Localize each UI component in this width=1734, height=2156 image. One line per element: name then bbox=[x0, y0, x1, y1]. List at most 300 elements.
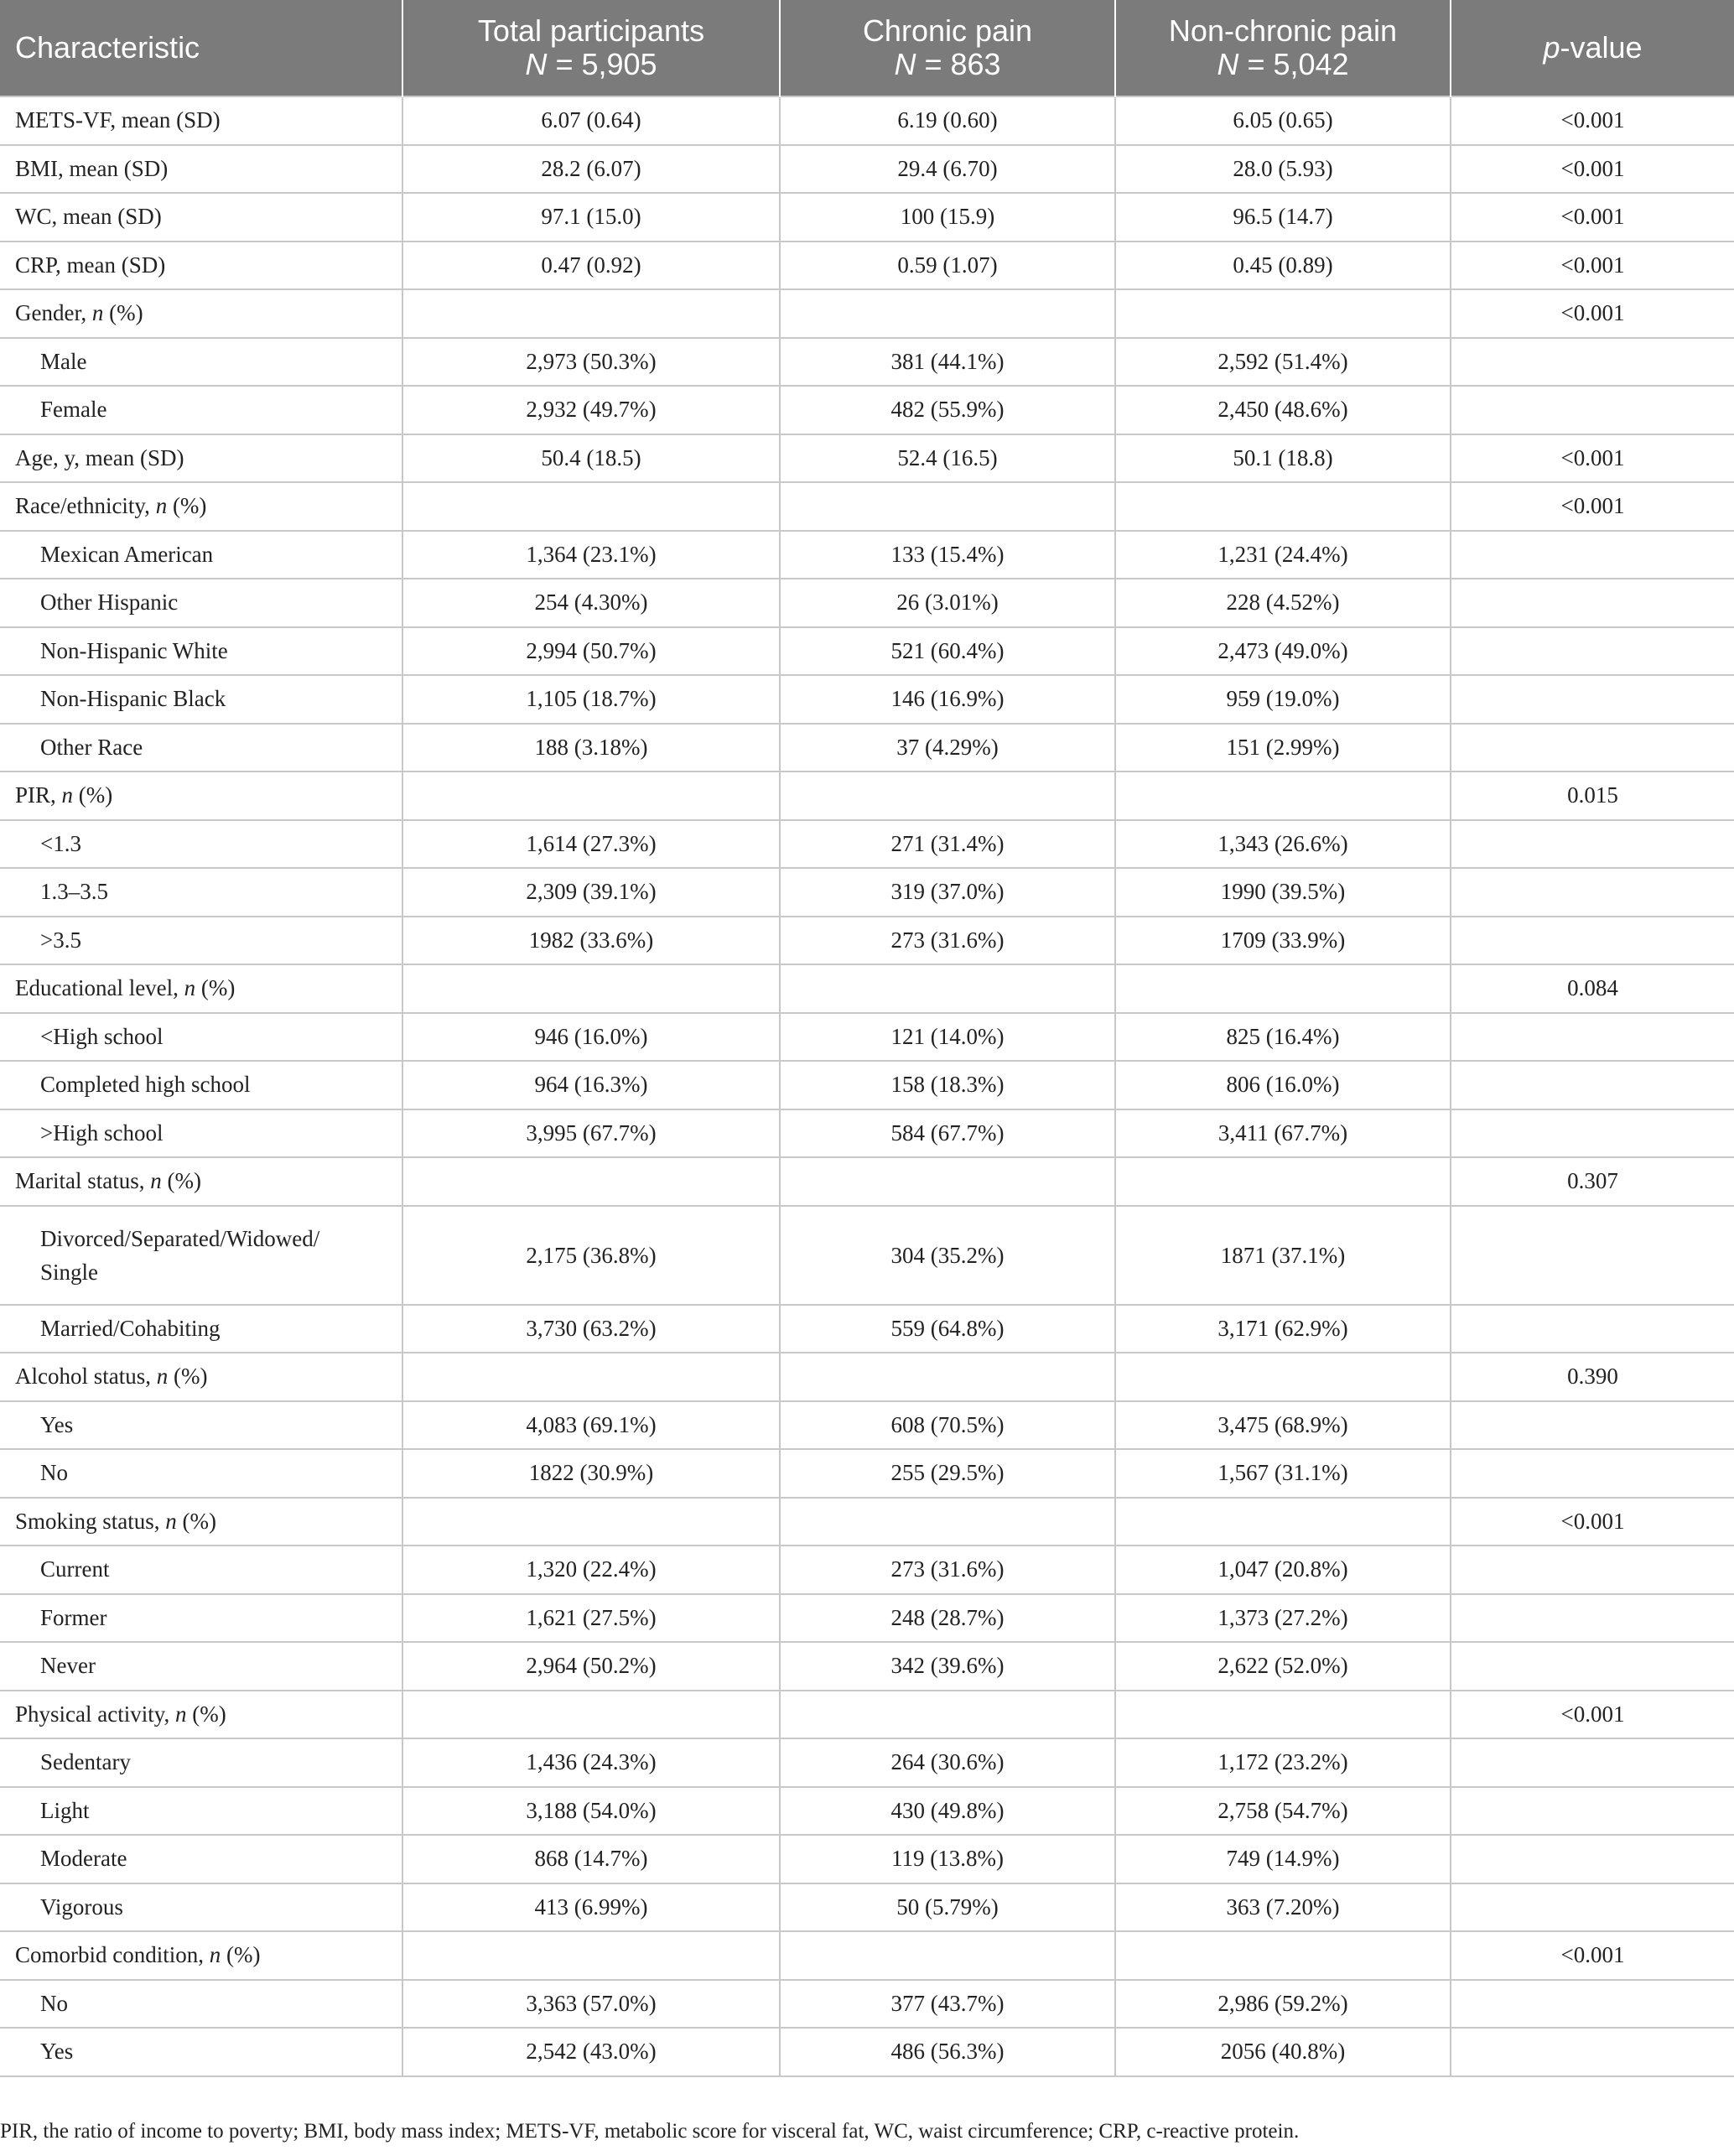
cell-nonchronic: 825 (16.4%) bbox=[1115, 1013, 1451, 1062]
header-chronic-label: Chronic pain bbox=[862, 13, 1033, 48]
cell-total: 1982 (33.6%) bbox=[402, 917, 780, 965]
table-row bbox=[0, 1401, 1734, 1450]
characteristic-label: WC, mean (SD) bbox=[15, 204, 162, 230]
cell-characteristic bbox=[0, 1883, 402, 1932]
cell-nonchronic bbox=[1115, 1157, 1451, 1206]
cell-p-value bbox=[1451, 1883, 1734, 1932]
characteristic-label: Female bbox=[40, 397, 107, 423]
characteristic-label: Age, y, mean (SD) bbox=[15, 444, 184, 470]
cell-total bbox=[402, 482, 780, 531]
cell-total bbox=[402, 771, 780, 820]
characteristic-label: METS-VF, mean (SD) bbox=[15, 107, 221, 133]
cell-characteristic bbox=[0, 1931, 402, 1980]
cell-p-value bbox=[1451, 1835, 1734, 1883]
characteristic-label: Light bbox=[40, 1797, 90, 1823]
cell-nonchronic bbox=[1115, 771, 1451, 820]
cell-total: 3,730 (63.2%) bbox=[402, 1305, 780, 1353]
cell-total: 1,436 (24.3%) bbox=[402, 1738, 780, 1787]
cell-p-value: 0.307 bbox=[1451, 1157, 1734, 1206]
cell-nonchronic: 3,475 (68.9%) bbox=[1115, 1401, 1451, 1450]
characteristic-n-symbol: n bbox=[150, 1168, 162, 1194]
cell-characteristic bbox=[0, 627, 402, 676]
cell-chronic bbox=[780, 771, 1115, 820]
characteristic-label: 1.3–3.5 bbox=[40, 879, 108, 905]
table-row bbox=[0, 868, 1734, 917]
characteristic-label: Physical activity, bbox=[15, 1701, 170, 1727]
cell-chronic bbox=[780, 1691, 1115, 1739]
header-nonchronic-n-symbol: N bbox=[1217, 47, 1239, 81]
cell-chronic: 271 (31.4%) bbox=[780, 820, 1115, 869]
cell-p-value bbox=[1451, 1787, 1734, 1836]
table-row bbox=[0, 1013, 1734, 1062]
table-row bbox=[0, 482, 1734, 531]
cell-characteristic bbox=[0, 242, 402, 290]
characteristic-n-symbol: n bbox=[174, 1701, 187, 1727]
cell-total: 97.1 (15.0) bbox=[402, 193, 780, 242]
cell-total: 1,614 (27.3%) bbox=[402, 820, 780, 869]
characteristic-label: Vigorous bbox=[40, 1894, 123, 1920]
characteristic-label: >High school bbox=[40, 1120, 164, 1146]
cell-characteristic bbox=[0, 917, 402, 965]
cell-nonchronic: 1,047 (20.8%) bbox=[1115, 1546, 1451, 1594]
cell-total: 254 (4.30%) bbox=[402, 579, 780, 627]
cell-chronic: 273 (31.6%) bbox=[780, 1546, 1115, 1594]
cell-characteristic bbox=[0, 1109, 402, 1158]
cell-chronic: 50 (5.79%) bbox=[780, 1883, 1115, 1932]
cell-total: 413 (6.99%) bbox=[402, 1883, 780, 1932]
cell-characteristic bbox=[0, 1061, 402, 1109]
header-chronic bbox=[780, 0, 1115, 96]
cell-chronic: 264 (30.6%) bbox=[780, 1738, 1115, 1787]
cell-p-value: 0.015 bbox=[1451, 771, 1734, 820]
cell-p-value: <0.001 bbox=[1451, 242, 1734, 290]
cell-chronic: 381 (44.1%) bbox=[780, 338, 1115, 387]
cell-characteristic bbox=[0, 579, 402, 627]
cell-characteristic bbox=[0, 1546, 402, 1594]
characteristic-label: Current bbox=[40, 1556, 110, 1582]
cell-total: 2,994 (50.7%) bbox=[402, 627, 780, 676]
cell-nonchronic: 2,758 (54.7%) bbox=[1115, 1787, 1451, 1836]
characteristic-label: No bbox=[40, 1460, 68, 1486]
cell-p-value bbox=[1451, 1305, 1734, 1353]
cell-chronic: 273 (31.6%) bbox=[780, 917, 1115, 965]
cell-chronic: 121 (14.0%) bbox=[780, 1013, 1115, 1062]
cell-characteristic bbox=[0, 145, 402, 194]
table-row bbox=[0, 1787, 1734, 1836]
cell-characteristic bbox=[0, 193, 402, 242]
cell-total: 1,621 (27.5%) bbox=[402, 1594, 780, 1643]
table-row bbox=[0, 820, 1734, 869]
characteristic-label: Marital status, bbox=[15, 1168, 145, 1194]
cell-nonchronic: 1,231 (24.4%) bbox=[1115, 531, 1451, 579]
characteristic-label: PIR, bbox=[15, 782, 56, 808]
characteristic-label: No bbox=[40, 1990, 68, 2016]
table-row bbox=[0, 1835, 1734, 1883]
table-row bbox=[0, 531, 1734, 579]
cell-nonchronic: 959 (19.0%) bbox=[1115, 675, 1451, 724]
cell-total: 6.07 (0.64) bbox=[402, 96, 780, 145]
characteristic-label: Non-Hispanic White bbox=[40, 637, 228, 663]
cell-chronic: 608 (70.5%) bbox=[780, 1401, 1115, 1450]
cell-total: 2,309 (39.1%) bbox=[402, 868, 780, 917]
cell-characteristic bbox=[0, 820, 402, 869]
characteristic-unit: (%) bbox=[200, 975, 236, 1001]
cell-total: 868 (14.7%) bbox=[402, 1835, 780, 1883]
cell-nonchronic: 749 (14.9%) bbox=[1115, 1835, 1451, 1883]
cell-p-value: <0.001 bbox=[1451, 482, 1734, 531]
cell-characteristic bbox=[0, 1980, 402, 2029]
table-row bbox=[0, 386, 1734, 434]
characteristic-label: Yes bbox=[40, 2039, 74, 2065]
cell-chronic: 100 (15.9) bbox=[780, 193, 1115, 242]
cell-total: 0.47 (0.92) bbox=[402, 242, 780, 290]
cell-p-value bbox=[1451, 2028, 1734, 2076]
cell-characteristic bbox=[0, 724, 402, 772]
cell-characteristic bbox=[0, 1401, 402, 1450]
header-nonchronic-n bbox=[1131, 48, 1435, 81]
characteristic-n-symbol: n bbox=[61, 782, 74, 808]
cell-characteristic bbox=[0, 1449, 402, 1498]
cell-p-value: <0.001 bbox=[1451, 1931, 1734, 1980]
table-row bbox=[0, 1109, 1734, 1158]
characteristic-unit: (%) bbox=[167, 1168, 201, 1194]
cell-p-value: <0.001 bbox=[1451, 145, 1734, 194]
characteristic-unit: (%) bbox=[109, 300, 143, 326]
cell-chronic: 377 (43.7%) bbox=[780, 1980, 1115, 2029]
table-row bbox=[0, 193, 1734, 242]
cell-total: 1,364 (23.1%) bbox=[402, 531, 780, 579]
cell-chronic: 52.4 (16.5) bbox=[780, 434, 1115, 483]
cell-total: 1,320 (22.4%) bbox=[402, 1546, 780, 1594]
cell-nonchronic: 1871 (37.1%) bbox=[1115, 1206, 1451, 1305]
cell-p-value: 0.084 bbox=[1451, 964, 1734, 1013]
cell-p-value bbox=[1451, 820, 1734, 869]
cell-nonchronic: 2,986 (59.2%) bbox=[1115, 1980, 1451, 2029]
cell-nonchronic: 228 (4.52%) bbox=[1115, 579, 1451, 627]
characteristic-label: Married/Cohabiting bbox=[40, 1315, 221, 1341]
cell-total bbox=[402, 964, 780, 1013]
characteristic-label: <1.3 bbox=[40, 830, 81, 856]
characteristic-label: Divorced/Separated/Widowed/ bbox=[40, 1225, 320, 1251]
cell-characteristic bbox=[0, 386, 402, 434]
characteristic-label: Sedentary bbox=[40, 1749, 131, 1775]
table-footnote: PIR, the ratio of income to poverty; BMI, body mass index; METS-VF, metabolic score for visceral fat, WC, waist circumference; CRP, c-reactive protein. bbox=[0, 2120, 1300, 2143]
table-row bbox=[0, 579, 1734, 627]
table-row bbox=[0, 1449, 1734, 1498]
cell-total: 3,995 (67.7%) bbox=[402, 1109, 780, 1158]
table-row bbox=[0, 1157, 1734, 1206]
cell-total bbox=[402, 1691, 780, 1739]
header-row bbox=[0, 0, 1734, 96]
cell-chronic: 6.19 (0.60) bbox=[780, 96, 1115, 145]
cell-p-value bbox=[1451, 868, 1734, 917]
cell-chronic bbox=[780, 1353, 1115, 1401]
characteristic-label: Educational level, bbox=[15, 975, 179, 1001]
cell-characteristic bbox=[0, 1498, 402, 1546]
cell-chronic: 521 (60.4%) bbox=[780, 627, 1115, 676]
cell-characteristic bbox=[0, 1305, 402, 1353]
table-header bbox=[0, 0, 1734, 96]
cell-nonchronic: 363 (7.20%) bbox=[1115, 1883, 1451, 1932]
characteristic-label: CRP, mean (SD) bbox=[15, 252, 166, 278]
cell-total bbox=[402, 289, 780, 338]
characteristic-label: Mexican American bbox=[40, 541, 214, 567]
cell-characteristic bbox=[0, 1691, 402, 1739]
table-row bbox=[0, 242, 1734, 290]
cell-total: 964 (16.3%) bbox=[402, 1061, 780, 1109]
header-nonchronic bbox=[1115, 0, 1451, 96]
cell-chronic: 37 (4.29%) bbox=[780, 724, 1115, 772]
cell-p-value bbox=[1451, 338, 1734, 387]
table-row bbox=[0, 96, 1734, 145]
cell-nonchronic bbox=[1115, 964, 1451, 1013]
cell-chronic: 0.59 (1.07) bbox=[780, 242, 1115, 290]
cell-p-value bbox=[1451, 531, 1734, 579]
cell-p-value: <0.001 bbox=[1451, 193, 1734, 242]
cell-nonchronic: 2,622 (52.0%) bbox=[1115, 1642, 1451, 1691]
header-characteristic: Characteristic bbox=[0, 0, 402, 96]
characteristic-label: Alcohol status, bbox=[15, 1364, 151, 1390]
cell-chronic: 342 (39.6%) bbox=[780, 1642, 1115, 1691]
table-row bbox=[0, 338, 1734, 387]
cell-chronic: 319 (37.0%) bbox=[780, 868, 1115, 917]
cell-nonchronic: 1,172 (23.2%) bbox=[1115, 1738, 1451, 1787]
cell-p-value bbox=[1451, 917, 1734, 965]
cell-nonchronic: 96.5 (14.7) bbox=[1115, 193, 1451, 242]
table-row bbox=[0, 1691, 1734, 1739]
cell-chronic: 255 (29.5%) bbox=[780, 1449, 1115, 1498]
table-row bbox=[0, 917, 1734, 965]
header-p-value bbox=[1451, 0, 1734, 96]
cell-p-value bbox=[1451, 1061, 1734, 1109]
header-chronic-n-symbol: N bbox=[894, 47, 916, 81]
cell-p-value bbox=[1451, 1738, 1734, 1787]
characteristic-label: BMI, mean (SD) bbox=[15, 155, 169, 181]
characteristic-unit: (%) bbox=[226, 1942, 261, 1968]
cell-nonchronic: 0.45 (0.89) bbox=[1115, 242, 1451, 290]
cell-chronic: 158 (18.3%) bbox=[780, 1061, 1115, 1109]
table-row bbox=[0, 675, 1734, 724]
characteristic-label: Smoking status, bbox=[15, 1508, 160, 1534]
cell-nonchronic: 3,411 (67.7%) bbox=[1115, 1109, 1451, 1158]
cell-nonchronic: 2,473 (49.0%) bbox=[1115, 627, 1451, 676]
cell-characteristic bbox=[0, 771, 402, 820]
table-row bbox=[0, 771, 1734, 820]
characteristic-label: >3.5 bbox=[40, 927, 81, 953]
cell-nonchronic: 50.1 (18.8) bbox=[1115, 434, 1451, 483]
cell-p-value bbox=[1451, 579, 1734, 627]
table-row bbox=[0, 2028, 1734, 2076]
cell-total: 188 (3.18%) bbox=[402, 724, 780, 772]
characteristic-n-symbol: n bbox=[209, 1942, 221, 1968]
cell-total: 2,973 (50.3%) bbox=[402, 338, 780, 387]
cell-characteristic bbox=[0, 1013, 402, 1062]
cell-total: 3,188 (54.0%) bbox=[402, 1787, 780, 1836]
cell-nonchronic: 28.0 (5.93) bbox=[1115, 145, 1451, 194]
cell-total: 2,175 (36.8%) bbox=[402, 1206, 780, 1305]
cell-p-value bbox=[1451, 1109, 1734, 1158]
cell-total bbox=[402, 1353, 780, 1401]
cell-nonchronic: 1990 (39.5%) bbox=[1115, 868, 1451, 917]
characteristic-label-line2: Single bbox=[40, 1259, 99, 1285]
cell-chronic: 26 (3.01%) bbox=[780, 579, 1115, 627]
characteristic-label: Other Race bbox=[40, 734, 143, 760]
cell-total: 2,932 (49.7%) bbox=[402, 386, 780, 434]
cell-chronic: 482 (55.9%) bbox=[780, 386, 1115, 434]
cell-nonchronic bbox=[1115, 1691, 1451, 1739]
header-total-n bbox=[418, 48, 764, 81]
cell-characteristic bbox=[0, 1787, 402, 1836]
cell-characteristic bbox=[0, 1206, 402, 1305]
header-nonchronic-n-value: = 5,042 bbox=[1247, 47, 1349, 81]
table-row bbox=[0, 1980, 1734, 2029]
cell-characteristic bbox=[0, 1835, 402, 1883]
cell-chronic bbox=[780, 1157, 1115, 1206]
table-row bbox=[0, 434, 1734, 483]
cell-characteristic bbox=[0, 1157, 402, 1206]
cell-nonchronic: 806 (16.0%) bbox=[1115, 1061, 1451, 1109]
cell-nonchronic bbox=[1115, 1931, 1451, 1980]
cell-nonchronic bbox=[1115, 482, 1451, 531]
characteristic-n-symbol: n bbox=[91, 300, 104, 326]
table-row bbox=[0, 1546, 1734, 1594]
table-row bbox=[0, 1061, 1734, 1109]
characteristic-label: Completed high school bbox=[40, 1072, 251, 1098]
characteristic-label: Comorbid condition, bbox=[15, 1942, 204, 1968]
cell-characteristic bbox=[0, 289, 402, 338]
cell-characteristic bbox=[0, 434, 402, 483]
cell-characteristic bbox=[0, 964, 402, 1013]
header-p-symbol: p bbox=[1543, 30, 1560, 65]
table-row bbox=[0, 1931, 1734, 1980]
cell-chronic bbox=[780, 289, 1115, 338]
cell-p-value bbox=[1451, 627, 1734, 676]
header-chronic-n-value: = 863 bbox=[924, 47, 1001, 81]
cell-p-value bbox=[1451, 1449, 1734, 1498]
table-row bbox=[0, 1353, 1734, 1401]
cell-p-value bbox=[1451, 1980, 1734, 2029]
cell-p-value bbox=[1451, 1642, 1734, 1691]
header-total-n-symbol: N bbox=[525, 47, 548, 81]
cell-chronic: 486 (56.3%) bbox=[780, 2028, 1115, 2076]
cell-chronic: 29.4 (6.70) bbox=[780, 145, 1115, 194]
cell-chronic: 584 (67.7%) bbox=[780, 1109, 1115, 1158]
cell-characteristic bbox=[0, 868, 402, 917]
characteristic-label: Former bbox=[40, 1604, 107, 1630]
table-row bbox=[0, 627, 1734, 676]
characteristic-label: Non-Hispanic Black bbox=[40, 686, 226, 712]
header-p-suffix: -value bbox=[1560, 30, 1643, 65]
cell-total bbox=[402, 1931, 780, 1980]
cell-p-value bbox=[1451, 1594, 1734, 1643]
cell-p-value bbox=[1451, 1401, 1734, 1450]
cell-characteristic bbox=[0, 1594, 402, 1643]
table-row bbox=[0, 1738, 1734, 1787]
table-row bbox=[0, 964, 1734, 1013]
cell-p-value: <0.001 bbox=[1451, 434, 1734, 483]
characteristic-unit: (%) bbox=[172, 493, 207, 519]
cell-chronic bbox=[780, 482, 1115, 531]
cell-chronic: 559 (64.8%) bbox=[780, 1305, 1115, 1353]
characteristic-unit: (%) bbox=[174, 1364, 208, 1390]
cell-total: 4,083 (69.1%) bbox=[402, 1401, 780, 1450]
characteristic-n-symbol: n bbox=[155, 493, 168, 519]
characteristic-n-symbol: n bbox=[184, 975, 196, 1001]
cell-p-value bbox=[1451, 1206, 1734, 1305]
cell-nonchronic: 3,171 (62.9%) bbox=[1115, 1305, 1451, 1353]
header-total bbox=[402, 0, 780, 96]
cell-nonchronic: 2056 (40.8%) bbox=[1115, 2028, 1451, 2076]
characteristic-label: Never bbox=[40, 1653, 96, 1679]
cell-nonchronic: 2,592 (51.4%) bbox=[1115, 338, 1451, 387]
characteristic-label: Male bbox=[40, 348, 87, 374]
table-row bbox=[0, 1305, 1734, 1353]
cell-chronic: 248 (28.7%) bbox=[780, 1594, 1115, 1643]
table-row bbox=[0, 1642, 1734, 1691]
cell-chronic: 119 (13.8%) bbox=[780, 1835, 1115, 1883]
cell-total: 1822 (30.9%) bbox=[402, 1449, 780, 1498]
cell-chronic: 304 (35.2%) bbox=[780, 1206, 1115, 1305]
cell-chronic: 430 (49.8%) bbox=[780, 1787, 1115, 1836]
cell-chronic bbox=[780, 1931, 1115, 1980]
table-row bbox=[0, 724, 1734, 772]
cell-nonchronic: 151 (2.99%) bbox=[1115, 724, 1451, 772]
characteristic-unit: (%) bbox=[192, 1701, 226, 1727]
cell-nonchronic bbox=[1115, 1353, 1451, 1401]
cell-total: 3,363 (57.0%) bbox=[402, 1980, 780, 2029]
cell-total: 946 (16.0%) bbox=[402, 1013, 780, 1062]
table-row bbox=[0, 289, 1734, 338]
cell-characteristic bbox=[0, 531, 402, 579]
table-row bbox=[0, 1498, 1734, 1546]
cell-characteristic bbox=[0, 338, 402, 387]
cell-p-value bbox=[1451, 724, 1734, 772]
characteristic-unit: (%) bbox=[182, 1508, 217, 1534]
cell-p-value bbox=[1451, 386, 1734, 434]
cell-nonchronic bbox=[1115, 289, 1451, 338]
cell-characteristic bbox=[0, 1642, 402, 1691]
cell-total: 2,964 (50.2%) bbox=[402, 1642, 780, 1691]
cell-nonchronic: 1709 (33.9%) bbox=[1115, 917, 1451, 965]
cell-characteristic bbox=[0, 1738, 402, 1787]
characteristic-label: <High school bbox=[40, 1023, 164, 1049]
cell-characteristic bbox=[0, 1353, 402, 1401]
header-chronic-n bbox=[796, 48, 1099, 81]
cell-total bbox=[402, 1157, 780, 1206]
cell-nonchronic: 6.05 (0.65) bbox=[1115, 96, 1451, 145]
cell-p-value bbox=[1451, 675, 1734, 724]
cell-total: 2,542 (43.0%) bbox=[402, 2028, 780, 2076]
header-nonchronic-label: Non-chronic pain bbox=[1168, 13, 1398, 48]
cell-p-value bbox=[1451, 1546, 1734, 1594]
cell-p-value: <0.001 bbox=[1451, 1691, 1734, 1739]
cell-nonchronic: 1,567 (31.1%) bbox=[1115, 1449, 1451, 1498]
cell-nonchronic: 1,343 (26.6%) bbox=[1115, 820, 1451, 869]
cell-total: 1,105 (18.7%) bbox=[402, 675, 780, 724]
cell-characteristic bbox=[0, 96, 402, 145]
table-row bbox=[0, 1594, 1734, 1643]
cell-characteristic bbox=[0, 482, 402, 531]
header-total-label: Total participants bbox=[477, 13, 705, 48]
characteristic-label: Gender, bbox=[15, 300, 87, 326]
cell-nonchronic: 2,450 (48.6%) bbox=[1115, 386, 1451, 434]
cell-p-value: <0.001 bbox=[1451, 289, 1734, 338]
cell-p-value: 0.390 bbox=[1451, 1353, 1734, 1401]
cell-chronic bbox=[780, 964, 1115, 1013]
cell-total bbox=[402, 1498, 780, 1546]
cell-chronic: 133 (15.4%) bbox=[780, 531, 1115, 579]
cell-characteristic bbox=[0, 675, 402, 724]
